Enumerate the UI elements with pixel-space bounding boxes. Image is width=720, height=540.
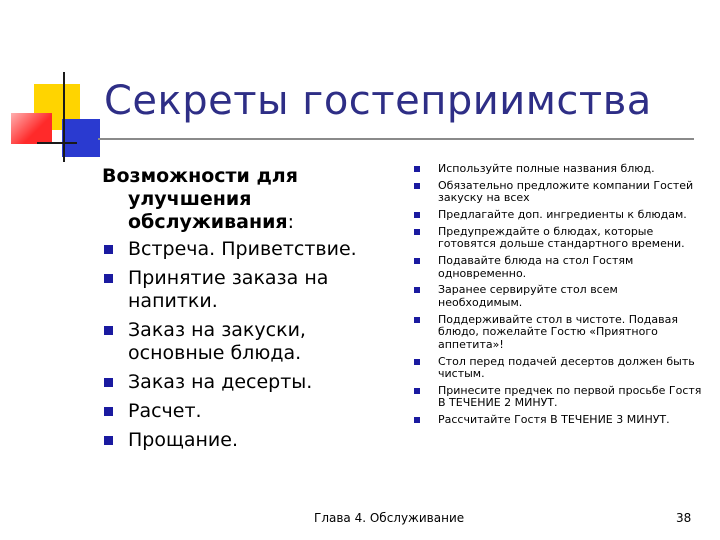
list-item-text: Заказ на закуски, основные блюда. (128, 319, 306, 364)
list-item (414, 414, 704, 427)
list-item-text: Предлагайте доп. ингредиенты к блюдам. (438, 208, 687, 222)
list-item (102, 371, 392, 394)
decor-red-square (11, 113, 52, 144)
list-item (414, 356, 704, 381)
list-item (414, 385, 704, 410)
slide-title: Секреты гостеприимства (104, 78, 652, 124)
right-column (414, 163, 704, 431)
square-bullet-icon (104, 245, 113, 254)
slide-footer: Глава 4. Обслуживание (314, 511, 465, 525)
square-bullet-icon (414, 166, 420, 172)
square-bullet-icon (104, 407, 113, 416)
list-item (414, 163, 704, 176)
list-item-text: Заказ на десерты. (128, 371, 313, 393)
square-bullet-icon (104, 274, 113, 283)
square-bullet-icon (414, 359, 420, 365)
list-item (102, 319, 392, 365)
page-number: 38 (676, 511, 692, 525)
square-bullet-icon (414, 317, 420, 323)
square-bullet-icon (414, 417, 420, 423)
left-intro-colon: : (287, 211, 294, 233)
list-item-text: Принятие заказа на напитки. (128, 267, 329, 312)
list-item (414, 314, 704, 352)
list-item-text: Используйте полные названия блюд. (438, 162, 655, 175)
list-item (102, 267, 392, 313)
list-item (414, 284, 704, 309)
square-bullet-icon (414, 287, 420, 293)
square-bullet-icon (414, 229, 420, 235)
list-item-text: Подавайте блюда на стол Гостям одновременно. (438, 254, 634, 280)
square-bullet-icon (104, 326, 113, 335)
list-item (414, 209, 704, 222)
left-intro-heading: Возможности для улучшения обслуживания (102, 165, 298, 233)
list-item-text: Прощание. (128, 429, 239, 451)
list-item-text: Стол перед подачей десертов должен быть чистым. (438, 354, 695, 381)
title-underline (98, 138, 694, 140)
left-intro (102, 165, 392, 234)
list-item (102, 429, 392, 452)
list-item-text: Заранее сервируйте стол всем необходимым. (438, 283, 618, 309)
list-item-text: Обязательно предложите компании Гостей закуску на всех (438, 178, 694, 205)
list-item-text: Расчет. (128, 400, 202, 422)
square-bullet-icon (414, 183, 420, 189)
decor-vertical-line (63, 72, 65, 162)
list-item-text: Рассчитайте Гостя В ТЕЧЕНИЕ 3 МИНУТ. (438, 413, 670, 427)
list-item-text: Принесите предчек по первой просьбе Гостя В ТЕЧЕНИЕ 2 МИНУТ. (438, 383, 702, 410)
list-item (102, 238, 392, 261)
list-item-text: Встреча. Приветствие. (128, 238, 357, 260)
right-bullet-list (414, 163, 704, 427)
left-column (102, 165, 392, 458)
list-item (414, 226, 704, 251)
list-item-text: Поддерживайте стол в чистоте. Подавая блюдо, пожелайте Гостю «Приятного аппетита»! (438, 312, 678, 351)
left-bullet-list (102, 238, 392, 452)
square-bullet-icon (414, 258, 420, 264)
square-bullet-icon (104, 436, 113, 445)
decor-horizontal-line (37, 142, 77, 144)
square-bullet-icon (414, 388, 420, 394)
square-bullet-icon (104, 378, 113, 387)
list-item (414, 180, 704, 205)
decor-blue-square (62, 119, 100, 157)
list-item-text: Предупреждайте о блюдах, которые готовятся дольше стандартного времени. (438, 224, 685, 251)
list-item (102, 400, 392, 423)
square-bullet-icon (414, 212, 420, 218)
list-item (414, 255, 704, 280)
